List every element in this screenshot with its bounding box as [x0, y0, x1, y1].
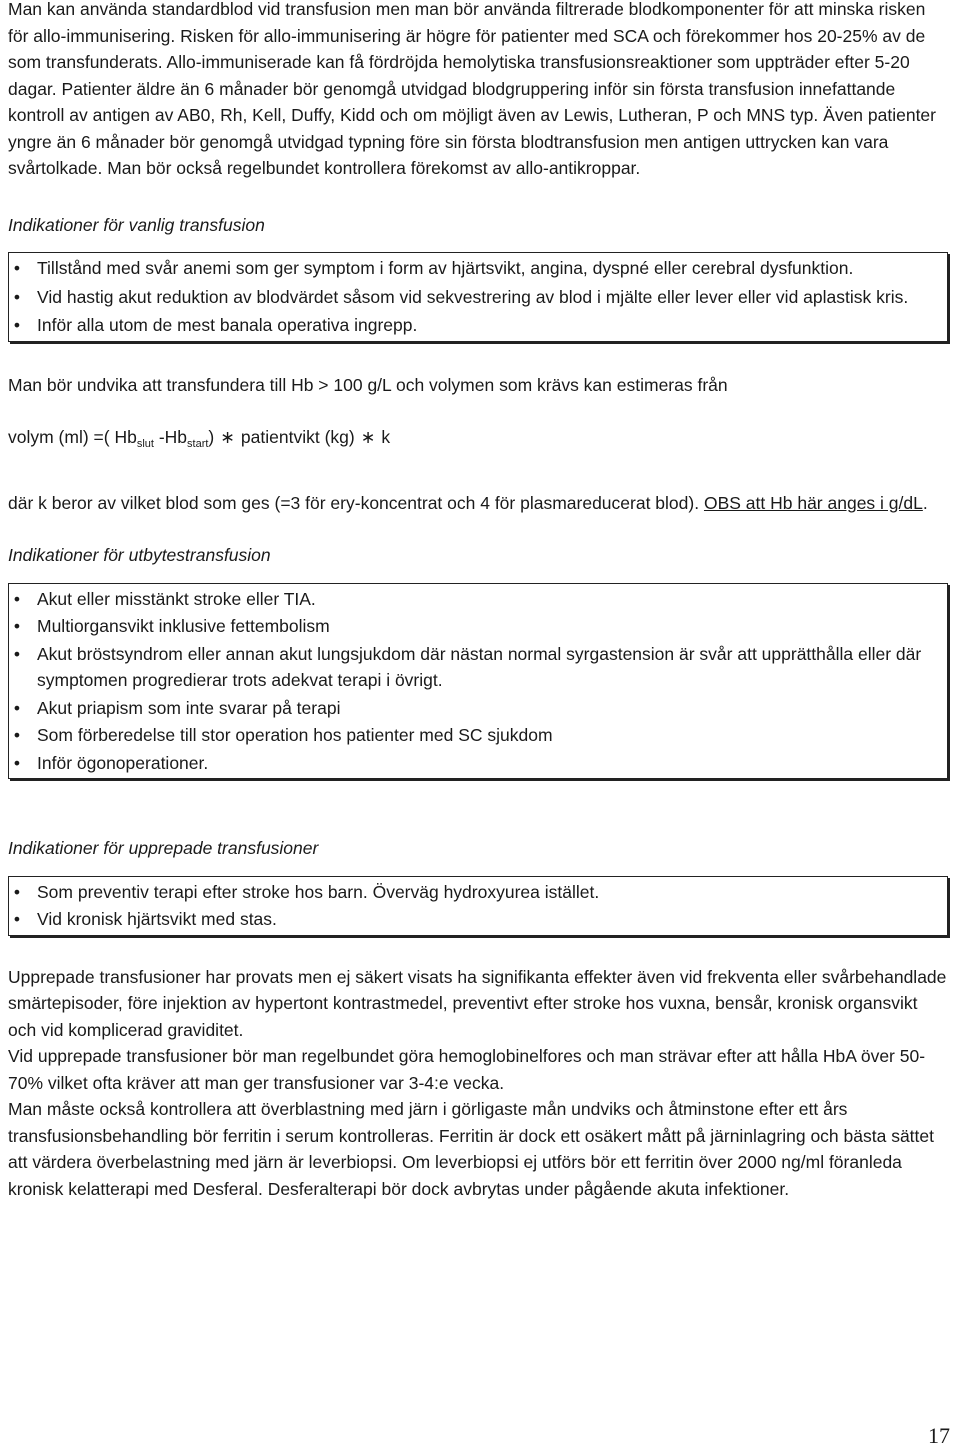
- list-item: [9, 879, 941, 906]
- k-note-end: .: [922, 492, 928, 513]
- k-paragraph: [8, 490, 948, 517]
- list-item: [9, 255, 941, 282]
- exchange-transfusion-list: [9, 586, 941, 777]
- list-item-text: Multiorgansvikt inklusive fettembolism: [37, 616, 330, 636]
- formula-weight: patientvikt (kg): [240, 427, 355, 447]
- list-item: [9, 750, 941, 777]
- hb-paragraph: Man bör undvika att transfundera till Hb > 100 g/L och volymen som krävs kan estimeras från: [8, 374, 728, 395]
- repeated-transfusions-list: [9, 879, 941, 933]
- bullet-icon: •: [13, 725, 21, 745]
- list-item-text: Vid kronisk hjärtsvikt med stas.: [37, 909, 277, 929]
- paragraph-hemoglobin-electrophoresis: Vid upprepade transfusioner bör man regelbundet göra hemoglobinelfores och man strävar efter att hålla HbA över 50-70% vilket ofta kräver att man ger transfusioner var 3-4:e vecka.: [8, 1046, 926, 1093]
- list-item: [9, 722, 941, 749]
- page-number: 17: [928, 1423, 950, 1448]
- bullet-icon: •: [13, 315, 21, 335]
- list-item-text: Akut priapism som inte svarar på terapi: [37, 697, 341, 718]
- bullet-icon: •: [13, 286, 21, 307]
- list-item-text: Som preventiv terapi efter stroke hos barn. Överväg hydroxyurea istället.: [37, 881, 600, 902]
- formula-close: ): [208, 427, 215, 447]
- list-item-text: Akut eller misstänkt stroke eller TIA.: [37, 588, 316, 609]
- paragraph-repeated-transfusions: Upprepade transfusioner har provats men ej säkert visats ha signifikanta effekter även vid frekventa eller svårbehandlade smärtepisoder, före injektion av hypertont kontrastmedel, preventivt efter stroke hos vuxna, bensår, kronisk organsvikt och vid komplicerad graviditet.: [8, 966, 947, 1040]
- bullet-icon: •: [13, 588, 21, 609]
- k-text: där k beror av vilket blod som ges (=3 för ery-koncentrat och 4 för plasmareducerat blod).: [8, 492, 700, 513]
- formula-k: k: [381, 427, 391, 447]
- formula-sub-start: start: [187, 438, 209, 450]
- list-item-text: Akut bröstsyndrom eller annan akut lungsjukdom där nästan normal syrgastension är svår att upprätthålla eller där symptomen progredierar trots adekvat terapi i övrigt.: [37, 643, 922, 690]
- bullet-icon: •: [13, 697, 21, 718]
- list-item-text: Som förberedelse till stor operation hos patienter med SC sjukdom: [37, 725, 553, 745]
- section-heading-regular-transfusion: Indikationer för vanlig transfusion: [8, 214, 265, 235]
- bullet-icon: •: [13, 258, 21, 278]
- list-item: [9, 586, 941, 613]
- section-heading-exchange-transfusion: Indikationer för utbytestransfusion: [8, 545, 271, 565]
- list-item-text: Vid hastig akut reduktion av blodvärdet såsom vid sekvestrering av blod i mjälte eller lever eller vid aplastisk kris.: [37, 286, 909, 307]
- bullet-icon: •: [13, 616, 21, 636]
- exchange-transfusion-box: [8, 583, 948, 780]
- formula-prefix: volym (ml) =( Hb: [8, 427, 137, 447]
- multiply-icon: ∗: [220, 427, 235, 447]
- paragraph-iron-overload: Man måste också kontrollera att överblastning med järn i görligaste mån undviks och åtminstone efter ett års transfusionsbehandling bör ferritin i serum kontrolleras. Ferritin är dock ett osäkert mått på järninlagring och bästa sättet att värdera överbelastning med järn är leverbiopsi. Om leverbiopsi ej utförs bör ett ferritin över 2000 ng/ml föranleda kronisk kelatterapi med Desferal. Desferalterapi bör dock avbrytas under pågående akuta infektioner.: [8, 1099, 935, 1199]
- list-item: [9, 906, 941, 933]
- list-item: [9, 312, 941, 339]
- regular-transfusion-box: [8, 252, 948, 342]
- multiply-icon: ∗: [360, 427, 376, 447]
- repeated-transfusions-box: [8, 876, 948, 936]
- bullet-icon: •: [13, 909, 21, 929]
- list-item: [9, 641, 941, 694]
- regular-transfusion-list: [9, 255, 941, 339]
- list-item: [9, 695, 941, 722]
- list-item-text: Inför alla utom de mest banala operativa ingrepp.: [37, 315, 418, 335]
- bullet-icon: •: [13, 881, 21, 902]
- formula-mid: -Hb: [153, 427, 188, 447]
- volume-formula: [8, 424, 948, 458]
- list-item-text: Inför ögonoperationer.: [37, 752, 209, 773]
- list-item: [9, 613, 941, 640]
- document-page: [8, 0, 948, 1202]
- bullet-icon: •: [13, 752, 21, 773]
- intro-paragraph: Man kan använda standardblod vid transfusion men man bör använda filtrerade blodkomponenter för att minska risken för allo-immunisering. Risken för allo-immunisering är högre för patienter med SCA och förekommer hos 20-25% av de som transfunderats. Allo-immuniserade kan få fördröjda hemolytiska transfusionsreaktioner som uppträder efter 5-20 dagar. Patienter äldre än 6 månader bör genomgå utvidgad blodgruppering inför sin första transfusion innefattande kontroll av antigen av AB0, Rh, Kell, Duffy, Kidd och om möjligt även av Lewis, Lutheran, P och MNS typ. Även patienter yngre än 6 månader bör genomgå utvidgad typning före sin första blodtransfusion men antigen uttrycken kan vara svårtolkade. Man bör också regelbundet kontrollera förekomst av allo-antikroppar.: [8, 0, 936, 178]
- bullet-icon: •: [13, 643, 21, 664]
- list-item-text: Tillstånd med svår anemi som ger symptom i form av hjärtsvikt, angina, dyspné eller cerebral dysfunktion.: [37, 258, 854, 278]
- section-heading-repeated-transfusions: Indikationer för upprepade transfusioner: [8, 838, 319, 858]
- formula-sub-slut: slut: [136, 438, 154, 450]
- hb-unit-note: OBS att Hb här anges i g/dL: [703, 492, 923, 513]
- list-item: [9, 284, 941, 311]
